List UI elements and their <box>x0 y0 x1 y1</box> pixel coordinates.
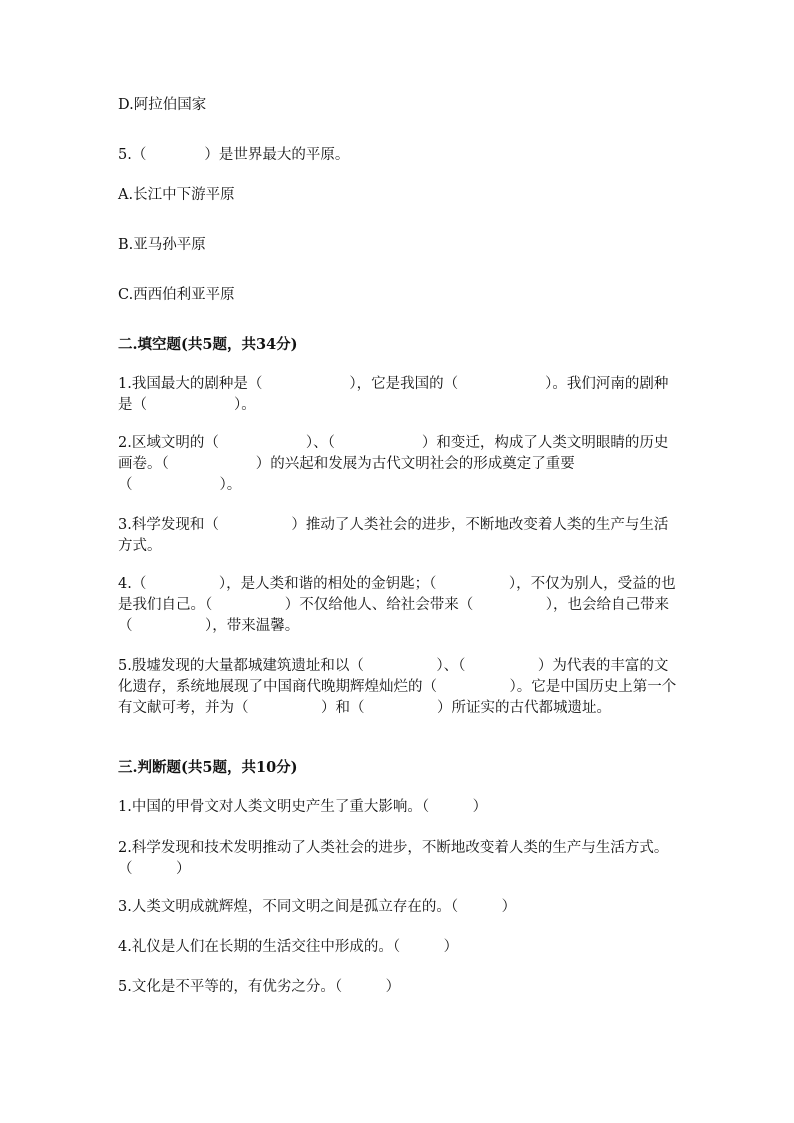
judge-question-4: 4.礼仪是人们在长期的生活交往中形成的。（ ） <box>118 939 459 955</box>
section-3-heading: 三.判断题(共5题，共10分) <box>118 759 298 776</box>
judge-question-2: 2.科学发现和技术发明推动了人类社会的进步，不断地改变着人类的生产与生活方式。（ ） <box>118 840 669 877</box>
option-d-arab-countries: D.阿拉伯国家 <box>118 97 207 113</box>
option-b: B.亚马孙平原 <box>118 237 206 253</box>
fill-question-1: 1.我国最大的剧种是（ ），它是我国的（ ）。我们河南的剧种是（ ）。 <box>118 376 669 413</box>
section-2-heading: 二.填空题(共5题，共34分) <box>118 336 298 353</box>
fill-question-3: 3.科学发现和（ ）推动了人类社会的进步，不断地改变着人类的生产与生活方式。 <box>118 517 669 554</box>
fill-question-5: 5.殷墟发现的大量都城建筑遗址和以（ ）、（ ）为代表的丰富的文化遗存，系统地展现了中国商代晚期辉煌灿烂的（ ）。它是中国历史上第一个有文献可考，并为（ ）和（ ）所证实的古代都城遗址。 <box>118 658 677 716</box>
judge-question-3: 3.人类文明成就辉煌，不同文明之间是孤立存在的。（ ） <box>118 899 517 915</box>
fill-question-2: 2.区域文明的（ ）、（ ）和变迁，构成了人类文明眼睛的历史画卷。（ ）的兴起和发展为古代文明社会的形成奠定了重要（ ）。 <box>118 435 669 493</box>
option-a: A.长江中下游平原 <box>118 187 235 203</box>
question-5-stem: 5.（ ）是世界最大的平原。 <box>118 147 350 163</box>
fill-question-4: 4.（ ），是人类和谐的相处的金钥匙；（ ），不仅为别人，受益的也是我们自己。（ ）不仅给他人、给社会带来（ ），也会给自己带来（ ），带来温馨。 <box>118 576 676 634</box>
judge-question-1: 1.中国的甲骨文对人类文明史产生了重大影响。（ ） <box>118 799 488 815</box>
judge-question-5: 5.文化是不平等的，有优劣之分。（ ） <box>118 979 401 995</box>
option-c: C.西西伯利亚平原 <box>118 287 235 303</box>
